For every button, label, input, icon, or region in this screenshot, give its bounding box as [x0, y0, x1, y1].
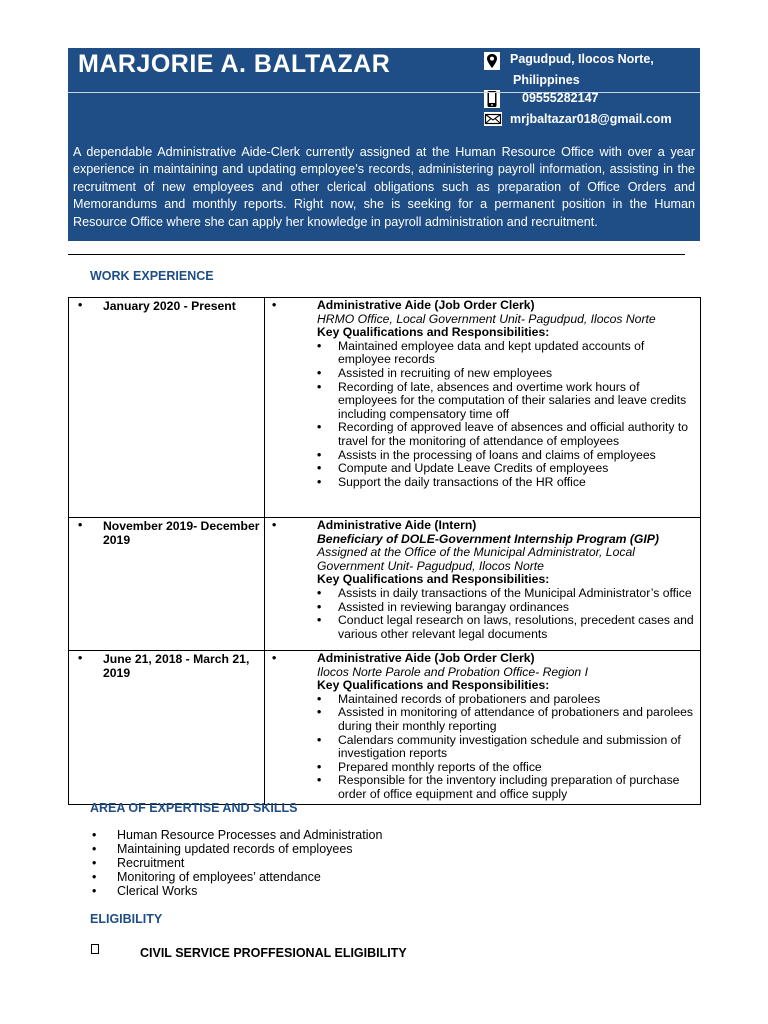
bullet: • — [272, 651, 277, 665]
list-item: • Assists in the processing of loans and claims of employees — [317, 449, 694, 463]
job-date-cell — [69, 518, 265, 651]
list-item: • Calendars community investigation schedule and submission of investigation reports — [317, 734, 694, 761]
bullet: • — [78, 651, 83, 665]
list-item: • Prepared monthly reports of the office — [317, 761, 694, 775]
list-item: • Recruitment — [92, 857, 382, 871]
list-item: • Maintained employee data and kept updated accounts of employee records — [317, 340, 694, 367]
list-item: • Assisted in monitoring of attendance of probationers and parolees during their monthly reporting — [317, 706, 694, 733]
bullet: • — [78, 518, 83, 532]
eligibility-heading: ELIGIBILITY — [90, 912, 163, 926]
applicant-name: MARJORIE A. BALTAZAR — [78, 50, 391, 78]
duties-list — [317, 587, 694, 641]
job-office: Assigned at the Office of the Municipal Administrator, Local Government Unit- Pagudpud, Ilocos Norte — [317, 545, 635, 573]
eligibility-item: CIVIL SERVICE PROFFESIONAL ELIGIBILITY — [140, 946, 407, 960]
job-date: January 2020 - Present — [103, 299, 236, 313]
list-item: • Conduct legal research on laws, resolutions, precedent cases and various other relevant legal documents — [317, 614, 694, 641]
job-details-cell — [265, 518, 701, 651]
checkbox-icon — [91, 944, 99, 954]
job-date-cell — [69, 651, 265, 805]
bullet: • — [78, 298, 83, 312]
list-item: • Maintaining updated records of employees — [92, 843, 382, 857]
list-item: • Clerical Works — [92, 885, 382, 899]
duties-list — [317, 340, 694, 490]
list-item: • Human Resource Processes and Administration — [92, 829, 382, 843]
skills-list — [92, 829, 382, 899]
resume-header — [68, 48, 700, 241]
skills-heading: AREA OF EXPERTISE AND SKILLS — [90, 801, 298, 815]
key-qualifications-label: Key Qualifications and Responsibilities: — [317, 678, 550, 693]
list-item: • Assisted in reviewing barangay ordinances — [317, 601, 694, 615]
list-item: • Responsible for the inventory including preparation of purchase order of office equipment and office supply — [317, 774, 694, 801]
job-office: HRMO Office, Local Government Unit- Pagudpud, Ilocos Norte — [317, 311, 656, 326]
header-divider — [68, 92, 700, 93]
list-item: • Assists in daily transactions of the Municipal Administrator’s office — [317, 587, 694, 601]
map-pin-icon — [484, 52, 500, 70]
key-qualifications-label: Key Qualifications and Responsibilities: — [317, 572, 550, 587]
contact-location — [484, 52, 654, 88]
job-title: Administrative Aide (Intern) — [317, 518, 477, 532]
list-item: • Monitoring of employees’ attendance — [92, 871, 382, 885]
job-title: Administrative Aide (Job Order Clerk) — [317, 651, 535, 665]
bullet: • — [272, 518, 277, 532]
job-program: Beneficiary of DOLE-Government Internship Program (GIP) — [317, 531, 659, 546]
location-line2: Philippines — [513, 73, 580, 87]
table-row — [69, 651, 701, 805]
job-date: June 21, 2018 - March 21, 2019 — [103, 652, 250, 680]
phone-number[interactable]: 09555282147 — [522, 91, 599, 105]
list-item: • Maintained records of probationers and parolees — [317, 693, 694, 707]
work-experience-table — [68, 297, 701, 805]
contact-email — [484, 112, 672, 130]
job-title: Administrative Aide (Job Order Clerk) — [317, 298, 535, 312]
list-item: • Support the daily transactions of the HR office — [317, 476, 694, 490]
table-row — [69, 298, 701, 518]
section-divider — [68, 254, 685, 255]
job-date: November 2019- December 2019 — [103, 519, 260, 547]
duties-list — [317, 693, 694, 802]
bullet: • — [272, 298, 277, 312]
table-row — [69, 518, 701, 651]
list-item: • Compute and Update Leave Credits of employees — [317, 462, 694, 476]
job-date-cell — [69, 298, 265, 518]
location-line1: Pagudpud, Ilocos Norte, — [510, 52, 654, 66]
job-details-cell — [265, 651, 701, 805]
job-details-cell — [265, 298, 701, 518]
list-item: • Recording of approved leave of absences and official authority to travel for the monitoring of attendance of employees — [317, 421, 694, 448]
email-address[interactable]: mrjbaltazar018@gmail.com — [510, 112, 672, 126]
job-office: Ilocos Norte Parole and Probation Office- Region I — [317, 664, 588, 679]
list-item: • Recording of late, absences and overtime work hours of employees for the computation of their salaries and leave credits including compensatory time off — [317, 381, 694, 422]
professional-summary: A dependable Administrative Aide-Clerk currently assigned at the Human Resource Office with over a year experience in maintaining and updating employee’s records, administering payroll information, assisting in the recruitment of new employees and other clerical obligations such as preparation of Office Orders and Memorandums and monthly reports. Right now, she is seeking for a permanent position in the Human Resource Office where she can apply her knowledge in payroll administration and recruitment. — [73, 145, 695, 229]
envelope-icon — [484, 112, 500, 130]
key-qualifications-label: Key Qualifications and Responsibilities: — [317, 325, 550, 340]
list-item: • Assisted in recruiting of new employees — [317, 367, 694, 381]
work-experience-heading: WORK EXPERIENCE — [90, 269, 214, 283]
